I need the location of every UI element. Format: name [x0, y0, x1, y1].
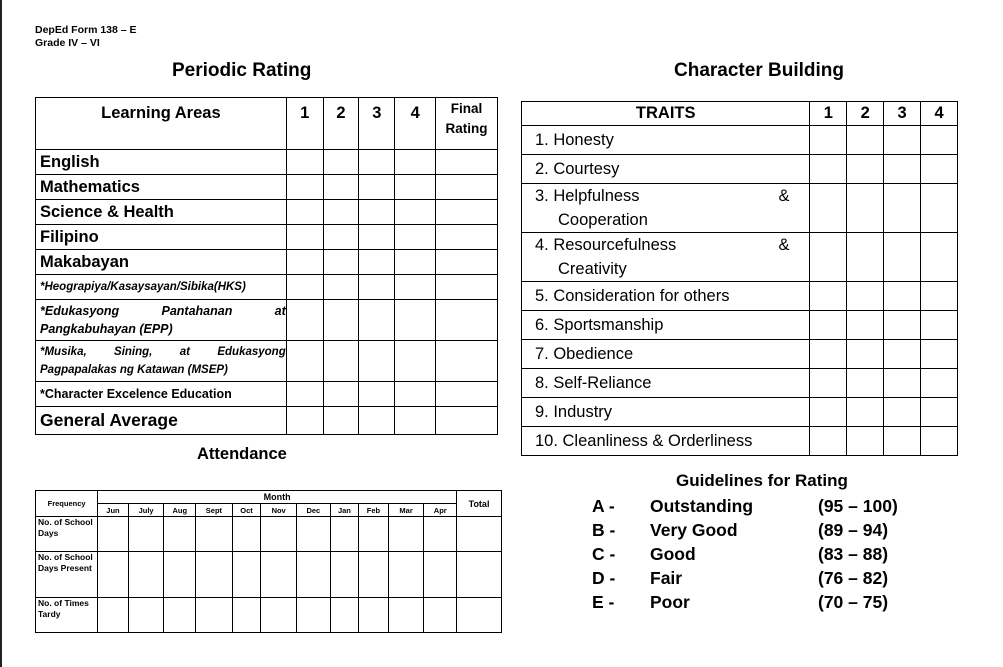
desc-d: Fair [650, 568, 683, 588]
rating-cell[interactable] [810, 184, 847, 233]
attendance-cell[interactable] [232, 552, 261, 598]
area-filipino: Filipino [36, 225, 287, 250]
q3-header: 3 [359, 98, 395, 150]
attendance-cell[interactable] [164, 552, 196, 598]
grade-cell[interactable] [286, 200, 323, 225]
attendance-cell[interactable] [457, 598, 502, 633]
grade-cell[interactable] [436, 200, 498, 225]
rating-cell[interactable] [847, 233, 884, 282]
rating-cell[interactable] [810, 282, 847, 311]
trait-cooperation-label: Cooperation [558, 211, 648, 229]
month-oct: Oct [232, 504, 261, 517]
area-msep: *Musika, Sining, at Edukasyong Pagpapalakas ng Katawan (MSEP) [36, 341, 287, 382]
area-makabayan: Makabayan [36, 250, 287, 275]
rating-cell[interactable] [847, 311, 884, 340]
rating-cell[interactable] [847, 126, 884, 155]
trait-sportsmanship: 6. Sportsmanship [522, 311, 810, 340]
rating-cell[interactable] [810, 340, 847, 369]
grade-cell[interactable] [286, 250, 323, 275]
grade-cell[interactable] [359, 407, 395, 435]
attendance-cell[interactable] [128, 598, 164, 633]
grade-cell[interactable] [286, 407, 323, 435]
grade-cell[interactable] [286, 382, 323, 407]
area-character-education: *Character Excelence Education [36, 382, 287, 407]
grade-cell[interactable] [359, 341, 395, 382]
grade-cell[interactable] [436, 150, 498, 175]
attendance-cell[interactable] [164, 517, 196, 552]
month-apr: Apr [424, 504, 457, 517]
attendance-cell[interactable] [261, 598, 297, 633]
desc-a: Outstanding [650, 496, 754, 516]
range-a: (95 – 100) [818, 496, 898, 516]
attendance-cell[interactable] [196, 552, 233, 598]
attendance-cell[interactable] [297, 598, 331, 633]
month-jan: Jan [330, 504, 359, 517]
rating-cell[interactable] [921, 233, 958, 282]
rating-cell[interactable] [921, 340, 958, 369]
attendance-cell[interactable] [98, 552, 129, 598]
rating-cell[interactable] [921, 126, 958, 155]
grade-cell[interactable] [286, 175, 323, 200]
trait-cleanliness: 10. Cleanliness & Orderliness [522, 427, 810, 456]
rating-cell[interactable] [884, 282, 921, 311]
grade-b: B - [592, 520, 616, 540]
q1-header: 1 [810, 102, 847, 126]
trait-courtesy: 2. Courtesy [522, 155, 810, 184]
month-mar: Mar [388, 504, 424, 517]
attendance-cell[interactable] [359, 552, 389, 598]
learning-areas-header: Learning Areas [36, 98, 287, 150]
grade-cell[interactable] [395, 225, 436, 250]
attendance-cell[interactable] [388, 552, 424, 598]
ampersand: & [778, 187, 790, 205]
attendance-cell[interactable] [164, 598, 196, 633]
month-sept: Sept [196, 504, 233, 517]
grade-cell[interactable] [436, 300, 498, 341]
desc-b: Very Good [650, 520, 738, 540]
desc-c: Good [650, 544, 696, 564]
general-average: General Average [36, 407, 287, 435]
grade-cell[interactable] [286, 341, 323, 382]
rating-cell[interactable] [884, 398, 921, 427]
rating-cell[interactable] [810, 311, 847, 340]
trait-honesty: 1. Honesty [522, 126, 810, 155]
attendance-cell[interactable] [424, 517, 457, 552]
traits-header: TRAITS [522, 102, 810, 126]
rating-cell[interactable] [847, 427, 884, 456]
range-e: (70 – 75) [818, 592, 889, 612]
ampersand: & [778, 236, 790, 254]
rating-cell[interactable] [884, 155, 921, 184]
row-days-present: No. of School Days Present [36, 552, 98, 598]
grade-cell[interactable] [395, 341, 436, 382]
attendance-cell[interactable] [457, 517, 502, 552]
area-epp: *Edukasyong Pantahanan at Pangkabuhayan (EPP) [36, 300, 287, 341]
rating-cell[interactable] [810, 398, 847, 427]
character-building-title: Character Building [674, 60, 844, 81]
grade-cell[interactable] [436, 275, 498, 300]
trait-obedience: 7. Obedience [522, 340, 810, 369]
month-july: July [128, 504, 164, 517]
q3-header: 3 [884, 102, 921, 126]
range-d: (76 – 82) [818, 568, 889, 588]
rating-cell[interactable] [847, 398, 884, 427]
area-mathematics: Mathematics [36, 175, 287, 200]
trait-consideration: 5. Consideration for others [522, 282, 810, 311]
q4-header: 4 [395, 98, 436, 150]
attendance-cell[interactable] [128, 517, 164, 552]
area-hks: *Heograpiya/Kasaysayan/Sibika(HKS) [36, 275, 287, 300]
grade-e: E - [592, 592, 615, 612]
attendance-cell[interactable] [457, 552, 502, 598]
grade-d: D - [592, 568, 616, 588]
grade-cell[interactable] [323, 175, 359, 200]
month-feb: Feb [359, 504, 389, 517]
rating-cell[interactable] [810, 369, 847, 398]
rating-cell[interactable] [884, 340, 921, 369]
total-header: Total [457, 491, 502, 517]
rating-cell[interactable] [921, 311, 958, 340]
rating-cell[interactable] [810, 155, 847, 184]
grade-cell[interactable] [286, 225, 323, 250]
rating-cell[interactable] [921, 282, 958, 311]
page-edge [0, 0, 2, 667]
month-header: Month [98, 491, 457, 504]
grade-cell[interactable] [359, 250, 395, 275]
attendance-cell[interactable] [359, 517, 389, 552]
month-aug: Aug [164, 504, 196, 517]
grade-c: C - [592, 544, 616, 564]
grade-cell[interactable] [323, 200, 359, 225]
rating-cell[interactable] [921, 184, 958, 233]
rating-cell[interactable] [847, 184, 884, 233]
grade-a: A - [592, 496, 615, 516]
month-nov: Nov [261, 504, 297, 517]
guidelines-title: Guidelines for Rating [676, 471, 848, 490]
grade-cell[interactable] [323, 382, 359, 407]
rating-cell[interactable] [884, 369, 921, 398]
form-title: DepEd Form 138 – E [35, 24, 137, 36]
rating-cell[interactable] [847, 369, 884, 398]
final-label: Final [450, 101, 483, 116]
periodic-rating-table [35, 97, 498, 435]
grade-cell[interactable] [395, 382, 436, 407]
desc-e: Poor [650, 592, 690, 612]
grade-cell[interactable] [359, 275, 395, 300]
range-b: (89 – 94) [818, 520, 889, 540]
grade-cell[interactable] [359, 382, 395, 407]
grade-cell[interactable] [286, 150, 323, 175]
rating-cell[interactable] [921, 155, 958, 184]
grade-cell[interactable] [323, 300, 359, 341]
rating-cell[interactable] [884, 126, 921, 155]
rating-cell[interactable] [810, 427, 847, 456]
grade-cell[interactable] [359, 200, 395, 225]
rating-label: Rating [445, 121, 488, 136]
periodic-rating-title: Periodic Rating [172, 60, 312, 81]
grade-cell[interactable] [359, 175, 395, 200]
grade-cell[interactable] [395, 200, 436, 225]
rating-cell[interactable] [884, 311, 921, 340]
attendance-cell[interactable] [196, 598, 233, 633]
grade-cell[interactable] [359, 225, 395, 250]
attendance-cell[interactable] [424, 552, 457, 598]
attendance-cell[interactable] [330, 552, 359, 598]
grade-cell[interactable] [359, 300, 395, 341]
grade-cell[interactable] [436, 341, 498, 382]
grade-cell[interactable] [359, 150, 395, 175]
attendance-cell[interactable] [388, 517, 424, 552]
grade-label: Grade IV – VI [35, 37, 100, 49]
grade-cell[interactable] [395, 250, 436, 275]
character-building-table [521, 101, 958, 456]
grade-cell[interactable] [323, 250, 359, 275]
q1-header: 1 [286, 98, 323, 150]
grade-cell[interactable] [436, 225, 498, 250]
q4-header: 4 [921, 102, 958, 126]
rating-cell[interactable] [921, 369, 958, 398]
grade-cell[interactable] [436, 382, 498, 407]
month-dec: Dec [297, 504, 331, 517]
grade-cell[interactable] [436, 407, 498, 435]
rating-cell[interactable] [921, 427, 958, 456]
rating-cell[interactable] [884, 233, 921, 282]
attendance-cell[interactable] [261, 552, 297, 598]
trait-helpfulness-label: 3. Helpfulness [535, 187, 640, 205]
grade-cell[interactable] [395, 407, 436, 435]
attendance-cell[interactable] [388, 598, 424, 633]
grade-cell[interactable] [395, 300, 436, 341]
q2-header: 2 [847, 102, 884, 126]
q2-header: 2 [323, 98, 359, 150]
attendance-cell[interactable] [128, 552, 164, 598]
range-c: (83 – 88) [818, 544, 889, 564]
attendance-cell[interactable] [330, 517, 359, 552]
grade-cell[interactable] [323, 150, 359, 175]
rating-cell[interactable] [884, 427, 921, 456]
area-science: Science & Health [36, 200, 287, 225]
rating-cell[interactable] [847, 155, 884, 184]
grade-cell[interactable] [395, 150, 436, 175]
grade-cell[interactable] [286, 275, 323, 300]
trait-self-reliance: 8. Self-Reliance [522, 369, 810, 398]
rating-cell[interactable] [810, 126, 847, 155]
trait-resourcefulness-label: 4. Resourcefulness [535, 236, 677, 254]
trait-resourcefulness [522, 233, 810, 282]
month-jun: Jun [98, 504, 129, 517]
attendance-cell[interactable] [98, 517, 129, 552]
attendance-cell[interactable] [359, 598, 389, 633]
attendance-cell[interactable] [196, 517, 233, 552]
attendance-cell[interactable] [232, 517, 261, 552]
attendance-cell[interactable] [330, 598, 359, 633]
grade-cell[interactable] [323, 407, 359, 435]
attendance-cell[interactable] [232, 598, 261, 633]
rating-cell[interactable] [847, 340, 884, 369]
rating-cell[interactable] [847, 282, 884, 311]
attendance-table [35, 490, 502, 633]
rating-cell[interactable] [921, 398, 958, 427]
attendance-cell[interactable] [297, 517, 331, 552]
grade-cell[interactable] [436, 175, 498, 200]
grade-cell[interactable] [323, 275, 359, 300]
trait-helpfulness [522, 184, 810, 233]
grade-cell[interactable] [323, 341, 359, 382]
final-rating-header [436, 98, 498, 150]
row-school-days: No. of School Days [36, 517, 98, 552]
attendance-cell[interactable] [424, 598, 457, 633]
rating-cell[interactable] [810, 233, 847, 282]
row-times-tardy: No. of Times Tardy [36, 598, 98, 633]
grade-cell[interactable] [395, 175, 436, 200]
grade-cell[interactable] [395, 275, 436, 300]
attendance-cell[interactable] [98, 598, 129, 633]
rating-cell[interactable] [884, 184, 921, 233]
attendance-title: Attendance [197, 445, 287, 463]
area-english: English [36, 150, 287, 175]
trait-industry: 9. Industry [522, 398, 810, 427]
grade-cell[interactable] [323, 225, 359, 250]
trait-creativity-label: Creativity [558, 260, 627, 278]
grade-cell[interactable] [286, 300, 323, 341]
grade-cell[interactable] [436, 250, 498, 275]
attendance-cell[interactable] [261, 517, 297, 552]
frequency-header: Frequency [36, 491, 98, 517]
attendance-cell[interactable] [297, 552, 331, 598]
